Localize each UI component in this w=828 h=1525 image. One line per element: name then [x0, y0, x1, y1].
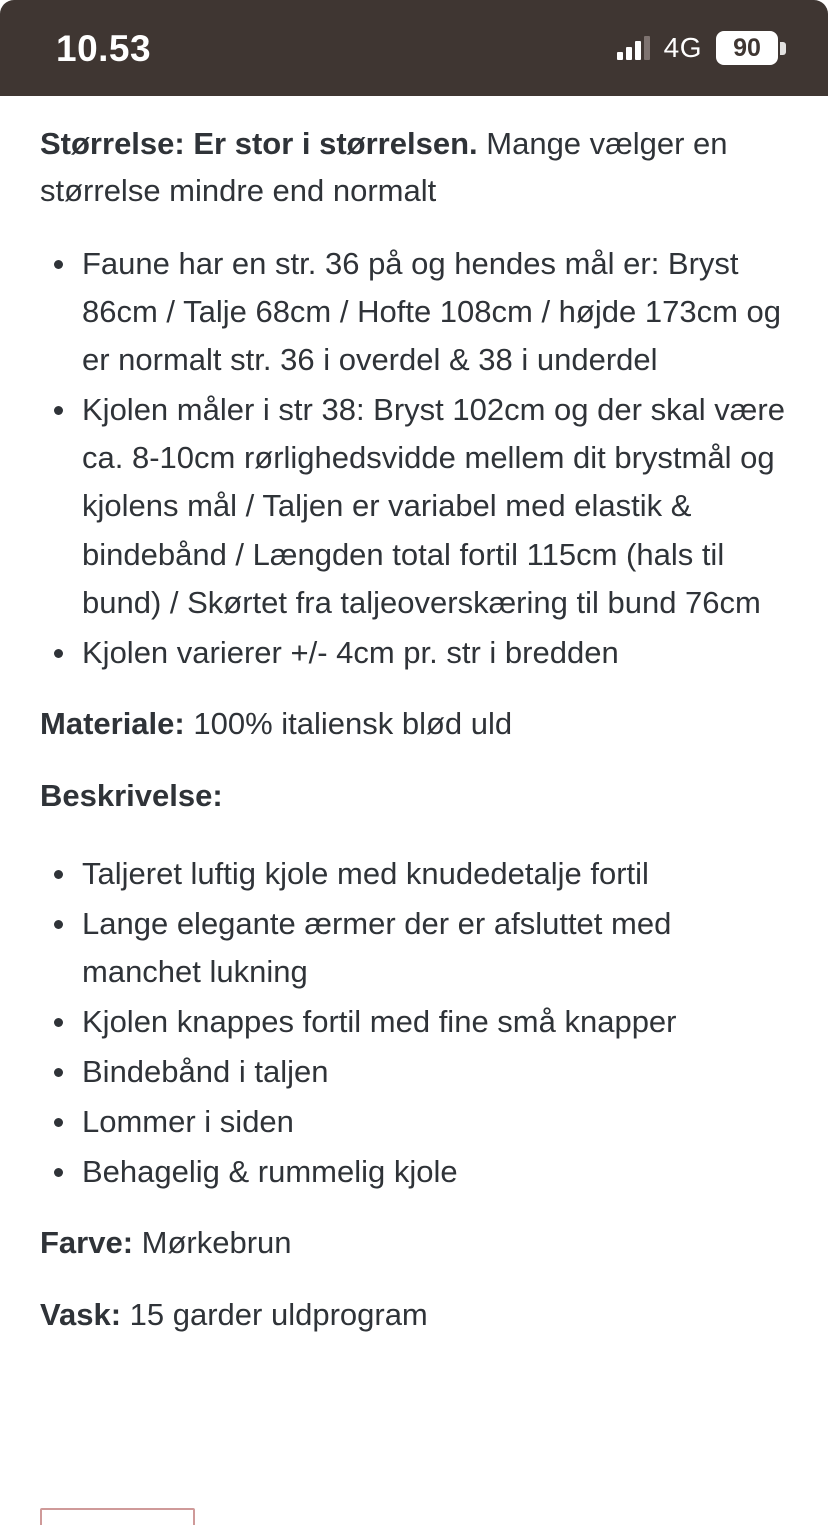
wash-label: Vask:: [40, 1297, 122, 1333]
battery-cap-icon: [780, 42, 786, 55]
size-bullet-list: [40, 240, 788, 676]
list-item: Kjolen knappes fortil med fine små knapper: [40, 998, 788, 1046]
list-item: Behagelig & rummelig kjole: [40, 1148, 788, 1196]
wash-paragraph: [40, 1292, 788, 1339]
size-label: Størrelse:: [40, 126, 185, 161]
size-emphasis: Er stor i størrelsen.: [193, 126, 478, 161]
size-option-button[interactable]: [40, 1508, 195, 1525]
color-value: Mørkebrun: [141, 1224, 292, 1260]
list-item: Faune har en str. 36 på og hendes mål er: Bryst 86cm / Talje 68cm / Hofte 108cm / højde 173cm og er normalt str. 36 i overdel & 38 i underdel: [40, 240, 788, 384]
product-details-content: [0, 96, 828, 1365]
description-heading: Beskrivelse:: [40, 778, 223, 814]
list-item: Lange elegante ærmer der er afsluttet med manchet lukning: [40, 900, 788, 996]
color-label: Farve:: [40, 1224, 134, 1260]
list-item: Kjolen måler i str 38: Bryst 102cm og der skal være ca. 8-10cm rørlighedsvidde mellem dit brystmål og kjolens mål / Taljen er variabel med elastik & bindebånd / Længden total fortil 115cm (hals til bund) / Skørtet fra taljeoverskæring til bund 76cm: [40, 386, 788, 626]
material-paragraph: [40, 701, 788, 748]
network-type-label: 4G: [663, 32, 702, 63]
status-bar: [0, 0, 828, 96]
list-item: Taljeret luftig kjole med knudedetalje fortil: [40, 850, 788, 898]
battery-level-label: 90: [733, 33, 761, 62]
material-label: Materiale:: [40, 705, 185, 741]
size-paragraph: [40, 120, 788, 214]
list-item: Lommer i siden: [40, 1098, 788, 1146]
signal-bars-icon: [617, 36, 650, 60]
list-item: Kjolen varierer +/- 4cm pr. str i bredden: [40, 629, 788, 677]
wash-value: 15 garder uldprogram: [129, 1297, 428, 1333]
list-item: Bindebånd i taljen: [40, 1048, 788, 1096]
color-paragraph: [40, 1220, 788, 1267]
size-rest: Mange vælger en størrelse mindre end normalt: [40, 126, 728, 209]
material-value: 100% italiensk blød uld: [193, 705, 513, 741]
status-indicators: [617, 31, 786, 65]
status-time: 10.53: [56, 27, 152, 69]
battery-icon: [716, 31, 786, 65]
description-bullet-list: [40, 850, 788, 1196]
